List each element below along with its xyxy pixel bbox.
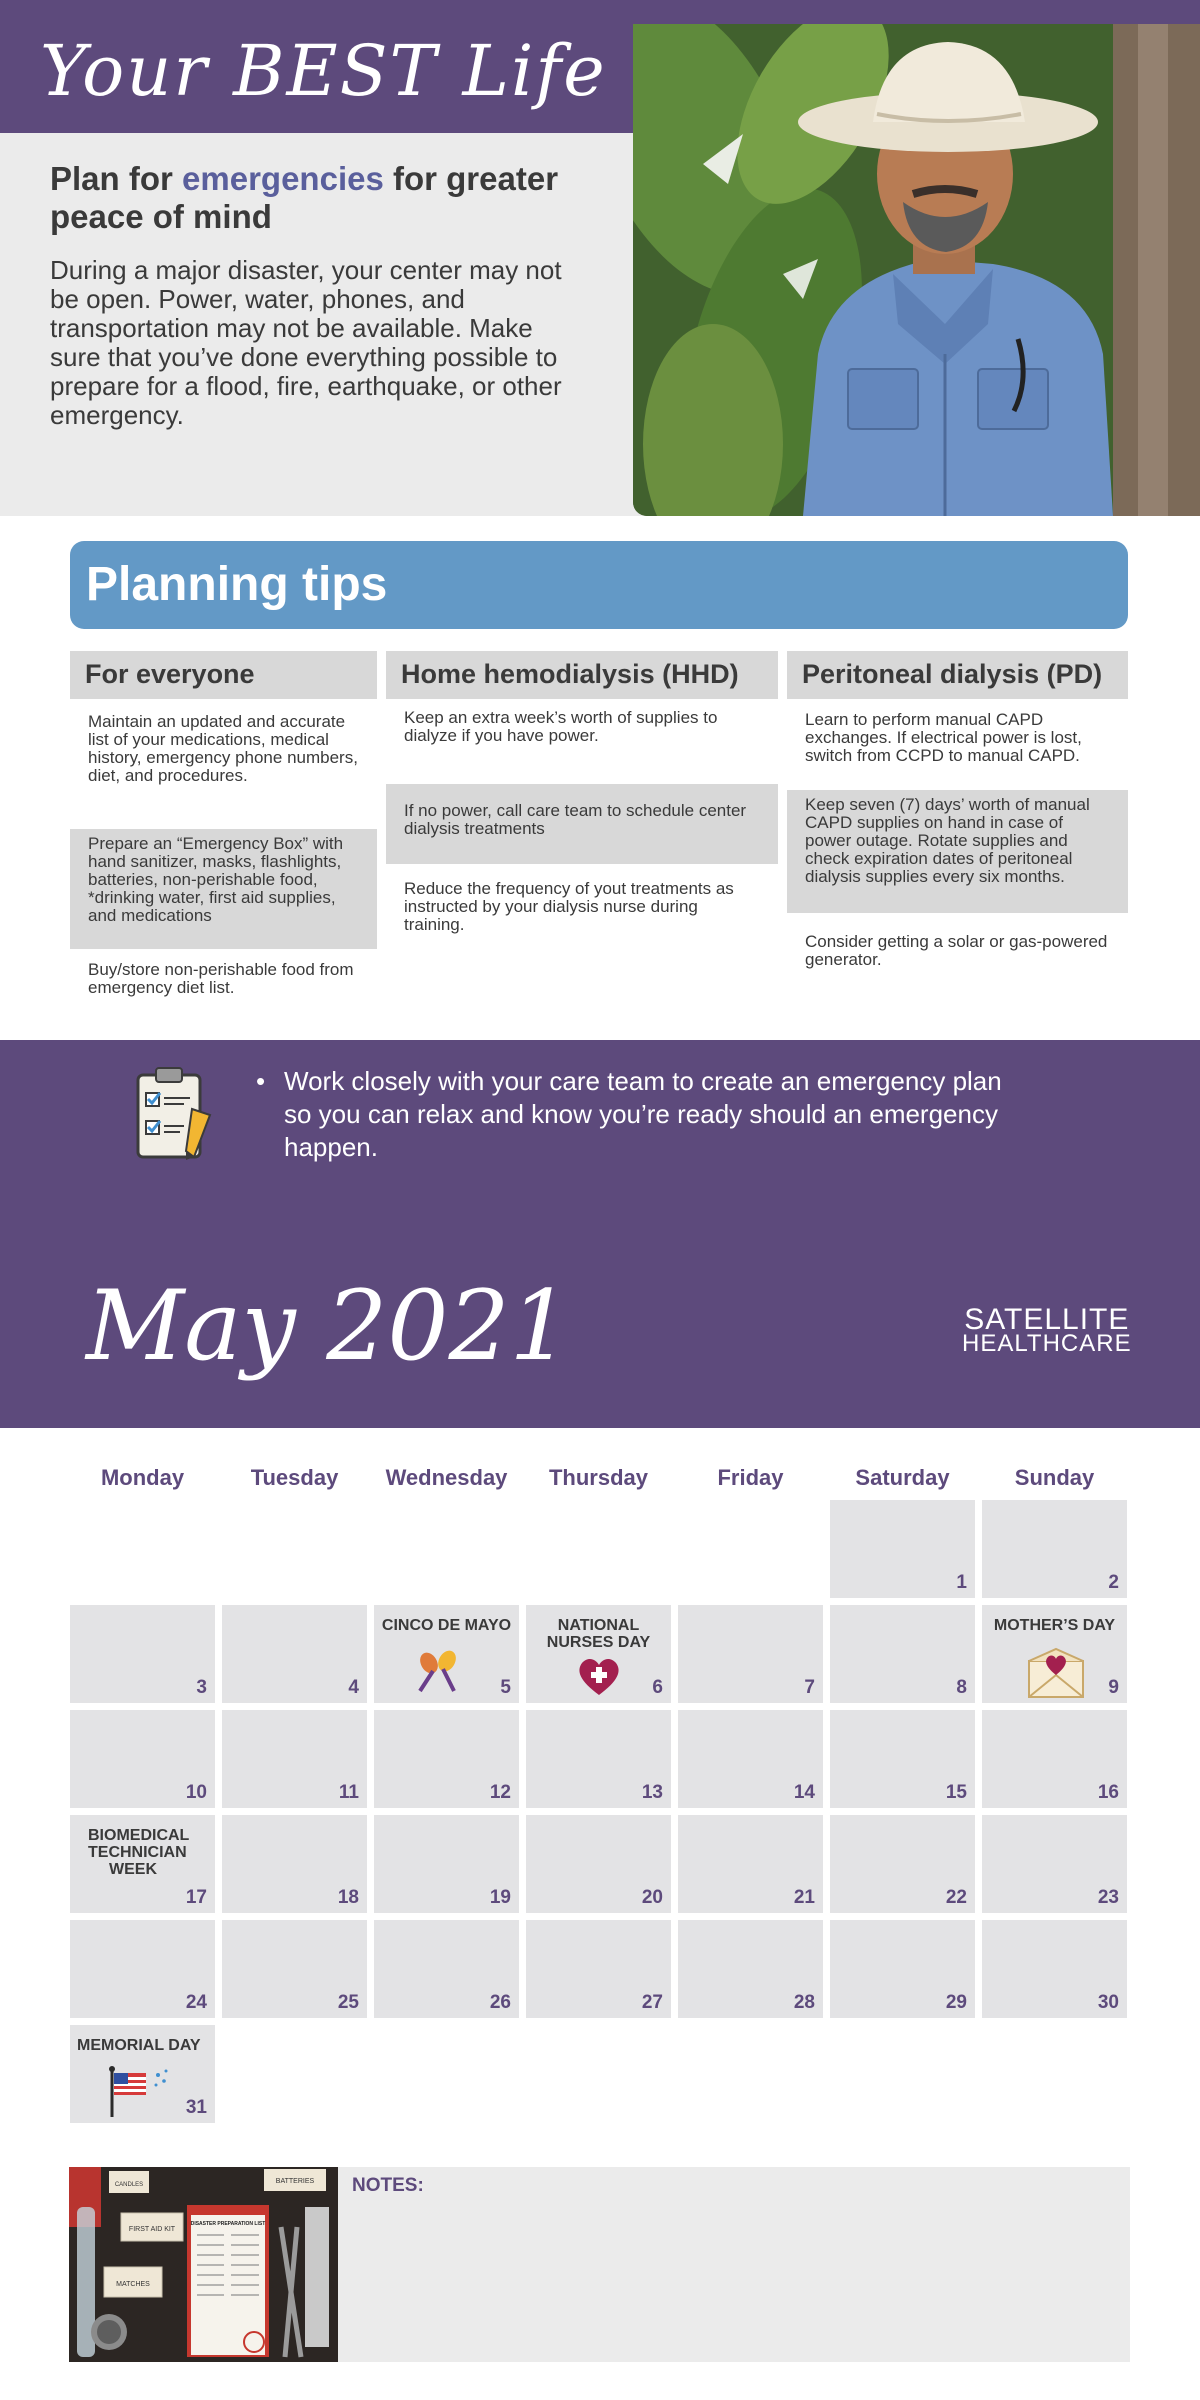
calendar-event-label: MOTHER’S DAY [993, 1617, 1116, 1634]
supplies-illustration [69, 2167, 338, 2362]
bullet-dot: • [256, 1066, 266, 1096]
brand-title: Your BEST Life [40, 30, 607, 112]
calendar-day-19 [374, 1815, 519, 1913]
intro-heading-pre: Plan for [50, 160, 183, 197]
calendar-day-number: 11 [338, 1782, 359, 1803]
tips-column-everyone [70, 651, 377, 1005]
weekday-header: Monday [100, 1465, 185, 1490]
satellite-healthcare-logo [962, 1303, 1132, 1357]
calendar-day-number: 16 [1097, 1782, 1119, 1803]
calendar-day-21 [678, 1815, 823, 1913]
calendar-day-number: 4 [348, 1677, 359, 1698]
flag-icon [106, 2065, 172, 2122]
calendar-day-28 [678, 1920, 823, 2018]
intro-body: During a major disaster, your center may not be open. Power, water, phones, and transportation may not be available. Make sure that you’ve done everything possible to prepare for a flood, fire, earthquake, or other emergency. [50, 255, 562, 430]
tips-column-pd [787, 651, 1128, 977]
weekday-header: Saturday [855, 1465, 950, 1490]
calendar-day-13 [526, 1710, 671, 1808]
calendar-day-number: 22 [945, 1887, 967, 1908]
calendar-day-2 [982, 1500, 1127, 1598]
calendar-day-16 [982, 1710, 1127, 1808]
calendar-day-20 [526, 1815, 671, 1913]
calendar-day-number: 30 [1097, 1992, 1119, 2013]
tips-column-heading: For everyone [70, 651, 377, 699]
calendar-day-number: 8 [956, 1677, 967, 1698]
tips-column-heading: Peritoneal dialysis (PD) [787, 651, 1128, 699]
supplies-label-first-aid: FIRST AID KIT [128, 2226, 176, 2233]
tips-column-heading: Home hemodialysis (HHD) [386, 651, 778, 699]
calendar-day-number: 25 [337, 1992, 359, 2013]
calendar-day-6 [526, 1605, 671, 1703]
tip-item: Prepare an “Emergency Box” with hand sanitizer, masks, flashlights, batteries, non-perishable food, *drinking water, first aid supplies, and medications [70, 829, 377, 949]
calendar-day-number: 3 [196, 1677, 207, 1698]
tip-item: Maintain an updated and accurate list of your medications, medical history, emergency phone numbers, diet, and procedures. [88, 712, 358, 785]
calendar-day-number: 21 [793, 1887, 815, 1908]
calendar-day-31 [70, 2025, 215, 2123]
calendar-day-18 [222, 1815, 367, 1913]
calendar-day-number: 23 [1097, 1887, 1119, 1908]
calendar-day-number: 6 [652, 1677, 663, 1698]
man-in-cowboy-hat-photo [633, 24, 1200, 516]
tip-item: Keep an extra week’s worth of supplies to dialyze if you have power. [404, 708, 718, 745]
calendar-day-number: 9 [1108, 1677, 1119, 1698]
intro-section [0, 0, 1200, 516]
supplies-label-matches: MATCHES [116, 2281, 150, 2288]
supplies-label-batteries: BATTERIES [275, 2178, 315, 2185]
calendar-day-number: 28 [793, 1992, 815, 2013]
month-title: May 2021 [86, 1270, 571, 1382]
notes-area[interactable] [338, 2167, 1130, 2362]
weekday-header: Sunday [1014, 1465, 1095, 1490]
calendar-day-8 [830, 1605, 975, 1703]
planning-tips-title: Planning tips [86, 558, 388, 611]
calendar-day-number: 7 [804, 1677, 815, 1698]
calendar-day-number: 29 [945, 1992, 967, 2013]
calendar-day-17 [70, 1815, 215, 1913]
calendar-day-number: 26 [489, 1992, 511, 2013]
calendar-day-number: 31 [185, 2097, 207, 2118]
tip-item: If no power, call care team to schedule center dialysis treatments [386, 784, 778, 864]
calendar-day-25 [222, 1920, 367, 2018]
maracas-icon [412, 1645, 464, 1702]
tip-item: Learn to perform manual CAPD exchanges. If electrical power is lost, switch from CCPD to manual CAPD. [805, 710, 1082, 765]
tip-bullet-text: Work closely with your care team to create an emergency plan so you can relax and know you’re ready should an emergency happen. [284, 1066, 1002, 1162]
calendar-day-number: 17 [185, 1887, 207, 1908]
calendar-day-10 [70, 1710, 215, 1808]
tip-item: Keep seven (7) days’ worth of manual CAPD supplies on hand in case of power outage. Rotate supplies and check expiration dates of peritoneal dialysis supplies every six months. [787, 790, 1128, 913]
weekday-header: Friday [717, 1465, 784, 1490]
supplies-label-checklist: DISASTER PREPARATION LIST [190, 2221, 266, 2227]
calendar-day-1 [830, 1500, 975, 1598]
emergency-supplies-photo [69, 2167, 338, 2362]
intro-heading [50, 160, 590, 236]
calendar-day-5 [374, 1605, 519, 1703]
calendar-day-30 [982, 1920, 1127, 2018]
supplies-label-candles: CANDLES [114, 2182, 144, 2188]
calendar-day-number: 15 [945, 1782, 967, 1803]
calendar-day-3 [70, 1605, 215, 1703]
calendar-day-15 [830, 1710, 975, 1808]
calendar-day-number: 12 [489, 1782, 511, 1803]
calendar-day-24 [70, 1920, 215, 2018]
heart-cross-icon [576, 1655, 622, 1702]
calendar-day-number: 13 [641, 1782, 663, 1803]
photo-illustration [633, 24, 1200, 516]
intro-heading-post: for greater peace of mind [50, 160, 559, 235]
tip-bullet [256, 1065, 1016, 1164]
calendar-day-12 [374, 1710, 519, 1808]
clipboard-checklist-icon [134, 1065, 214, 1161]
notes-label: NOTES: [352, 2175, 424, 2196]
calendar-day-number: 14 [793, 1782, 815, 1803]
calendar-day-7 [678, 1605, 823, 1703]
logo-line1: SATELLITE [964, 1303, 1130, 1336]
calendar-day-26 [374, 1920, 519, 2018]
brand-band [0, 0, 633, 133]
calendar-day-number: 24 [185, 1992, 207, 2013]
logo-line2: HEALTHCARE [962, 1330, 1132, 1357]
calendar-day-11 [222, 1710, 367, 1808]
intro-heading-accent: emergencies [182, 160, 384, 197]
calendar-event-label: CINCO DE MAYO [381, 1617, 512, 1634]
calendar-event-label: NATIONAL NURSES DAY [546, 1617, 651, 1651]
weekday-header: Thursday [548, 1465, 649, 1490]
calendar-day-number: 10 [185, 1782, 207, 1803]
planning-tips-banner [70, 541, 1128, 629]
weekday-header: Tuesday [250, 1465, 339, 1490]
tip-item: Consider getting a solar or gas-powered generator. [805, 932, 1108, 969]
tips-column-hhd [386, 651, 778, 944]
calendar-day-27 [526, 1920, 671, 2018]
calendar-day-9 [982, 1605, 1127, 1703]
tip-item: Reduce the frequency of yout treatments as instructed by your dialysis nurse during training. [404, 879, 734, 934]
tip-item: Buy/store non-perishable food from emergency diet list. [88, 960, 354, 997]
calendar-day-number: 1 [956, 1572, 967, 1593]
calendar-day-number: 27 [641, 1992, 663, 2013]
calendar-event-label: MEMORIAL DAY [77, 2037, 201, 2054]
calendar-day-number: 2 [1108, 1572, 1119, 1593]
calendar-day-number: 20 [641, 1887, 663, 1908]
calendar-day-22 [830, 1815, 975, 1913]
calendar-day-number: 18 [337, 1887, 359, 1908]
weekday-header: Wednesday [385, 1465, 508, 1490]
calendar-day-number: 19 [489, 1887, 511, 1908]
calendar-day-14 [678, 1710, 823, 1808]
calendar-event-label: BIOMEDICAL TECHNICIAN WEEK [88, 1827, 190, 1878]
envelope-heart-icon [1026, 1645, 1086, 1704]
calendar-day-23 [982, 1815, 1127, 1913]
calendar-day-4 [222, 1605, 367, 1703]
calendar-day-29 [830, 1920, 975, 2018]
calendar-day-number: 5 [500, 1677, 511, 1698]
